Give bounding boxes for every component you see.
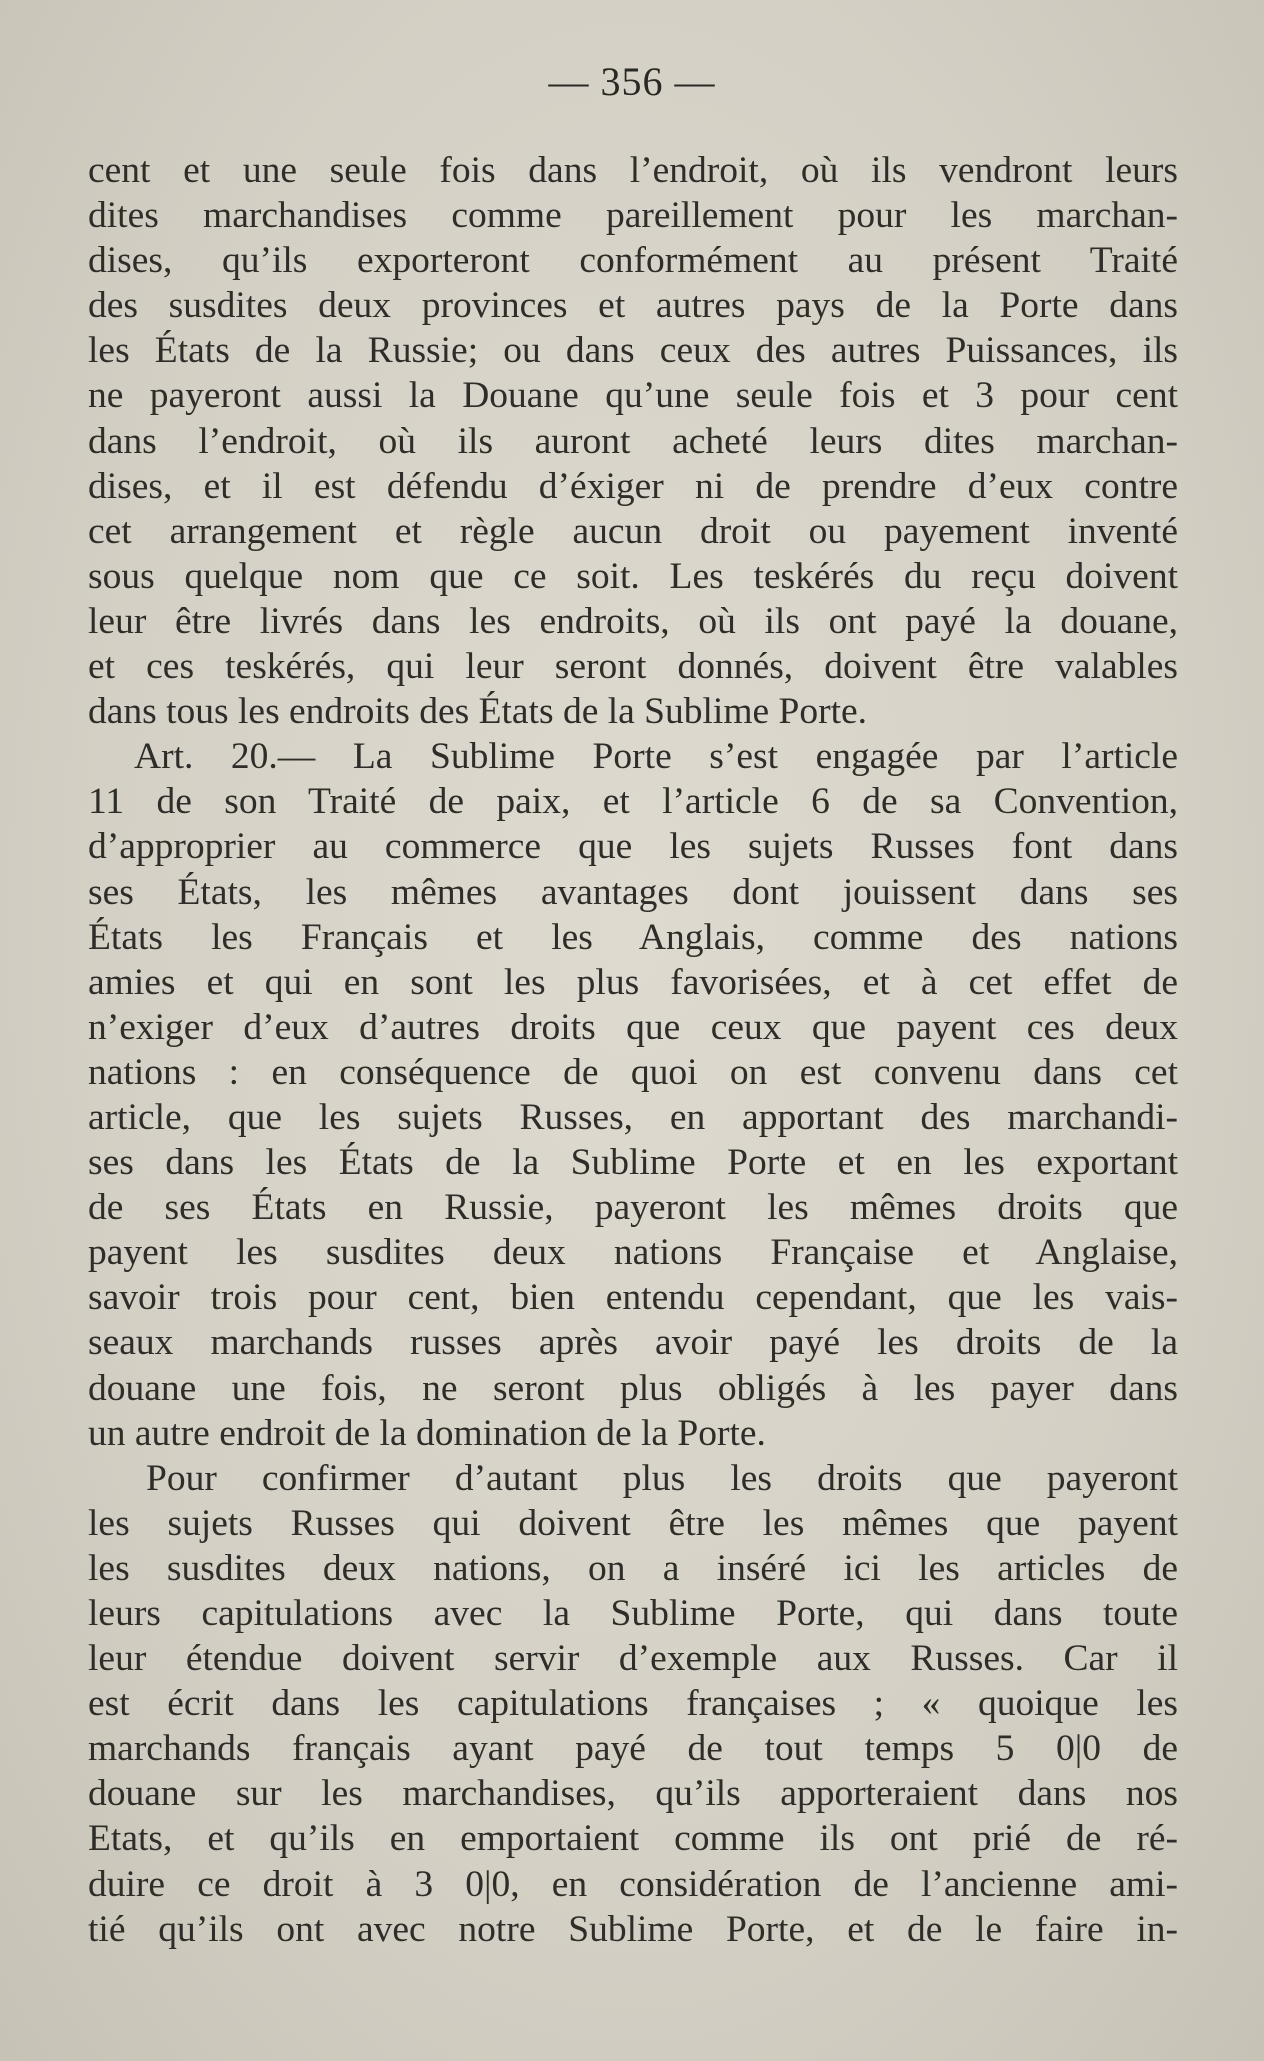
text-line: leurs capitulations avec la Sublime Porte, qui dans toute — [88, 1593, 1178, 1634]
text-line: de ses États en Russie, payeront les mêmes droits que — [88, 1187, 1178, 1229]
text-line: douane une fois, ne seront plus obligés à les payer dans — [88, 1367, 1178, 1409]
text-line: n’exiger d’eux d’autres droits que ceux que payent ces deux — [88, 1006, 1178, 1048]
text-line: Etats, et qu’ils en emportaient comme ils ont prié de ré- — [88, 1818, 1178, 1860]
text-line: dises, qu’ils exporteront conformément au présent Traité — [88, 240, 1178, 282]
text-line: dites marchandises comme pareillement pour les marchan- — [88, 195, 1178, 237]
text-line: sous quelque nom que ce soit. Les teskérés du reçu doivent — [88, 555, 1178, 597]
text-line: un autre endroit de la domination de la Porte. — [88, 1412, 766, 1454]
text-line: article, que les sujets Russes, en apportant des marchandi- — [88, 1096, 1178, 1138]
text-line: États les Français et les Anglais, comme des nations — [88, 916, 1178, 958]
paragraph-start-line: Pour confirmer d’autant plus les droits que payeront — [146, 1457, 1178, 1499]
body-text — [88, 148, 1178, 1952]
text-line: ne payeront aussi la Douane qu’une seule fois et 3 pour cent — [88, 375, 1178, 417]
text-line: tié qu’ils ont avec notre Sublime Porte, et de le faire in- — [88, 1908, 1178, 1950]
text-line: dans tous les endroits des États de la Sublime Porte. — [88, 691, 868, 733]
text-line: dises, et il est défendu d’éxiger ni de prendre d’eux contre — [88, 465, 1178, 507]
text-line: nations : en conséquence de quoi on est convenu dans cet — [88, 1051, 1178, 1093]
text-line: leur être livrés dans les endroits, où ils ont payé la douane, — [88, 600, 1178, 642]
text-line: 11 de son Traité de paix, et l’article 6 de sa Convention, — [88, 781, 1178, 823]
text-line: douane sur les marchandises, qu’ils apporteraient dans nos — [88, 1773, 1178, 1815]
text-line: duire ce droit à 3 0|0, en considération de l’ancienne ami- — [88, 1863, 1178, 1905]
text-line: seaux marchands russes après avoir payé les droits de la — [88, 1322, 1178, 1364]
text-line: dans l’endroit, où ils auront acheté leurs dites marchan- — [88, 420, 1178, 462]
text-line: cet arrangement et règle aucun droit ou payement inventé — [88, 510, 1178, 552]
text-line: d’approprier au commerce que les sujets Russes font dans — [88, 826, 1178, 868]
text-line: est écrit dans les capitulations françaises ; « quoique les — [88, 1683, 1178, 1725]
text-line: et ces teskérés, qui leur seront donnés, doivent être valables — [88, 646, 1178, 688]
article-heading-line: Art. 20.— La Sublime Porte s’est engagée par l’article — [134, 736, 1178, 778]
text-line: amies et qui en sont les plus favorisées, et à cet effet de — [88, 961, 1178, 1003]
text-line: payent les susdites deux nations Française et Anglaise, — [88, 1232, 1178, 1274]
text-line: cent et une seule fois dans l’endroit, où ils vendront leurs — [88, 150, 1178, 191]
page-number: — 356 — — [548, 59, 716, 104]
text-line: les sujets Russes qui doivent être les mêmes que payent — [88, 1502, 1178, 1544]
text-line: ses États, les mêmes avantages dont jouissent dans ses — [88, 871, 1178, 913]
text-line: des susdites deux provinces et autres pays de la Porte dans — [88, 285, 1178, 327]
text-line: les États de la Russie; ou dans ceux des autres Puissances, ils — [88, 330, 1178, 372]
text-line: ses dans les États de la Sublime Porte et en les exportant — [88, 1142, 1178, 1184]
text-line: leur étendue doivent servir d’exemple aux Russes. Car il — [88, 1638, 1178, 1680]
text-line: savoir trois pour cent, bien entendu cependant, que les vais- — [88, 1277, 1178, 1319]
text-line: les susdites deux nations, on a inséré ici les articles de — [88, 1547, 1178, 1589]
text-line: marchands français ayant payé de tout temps 5 0|0 de — [88, 1728, 1178, 1770]
